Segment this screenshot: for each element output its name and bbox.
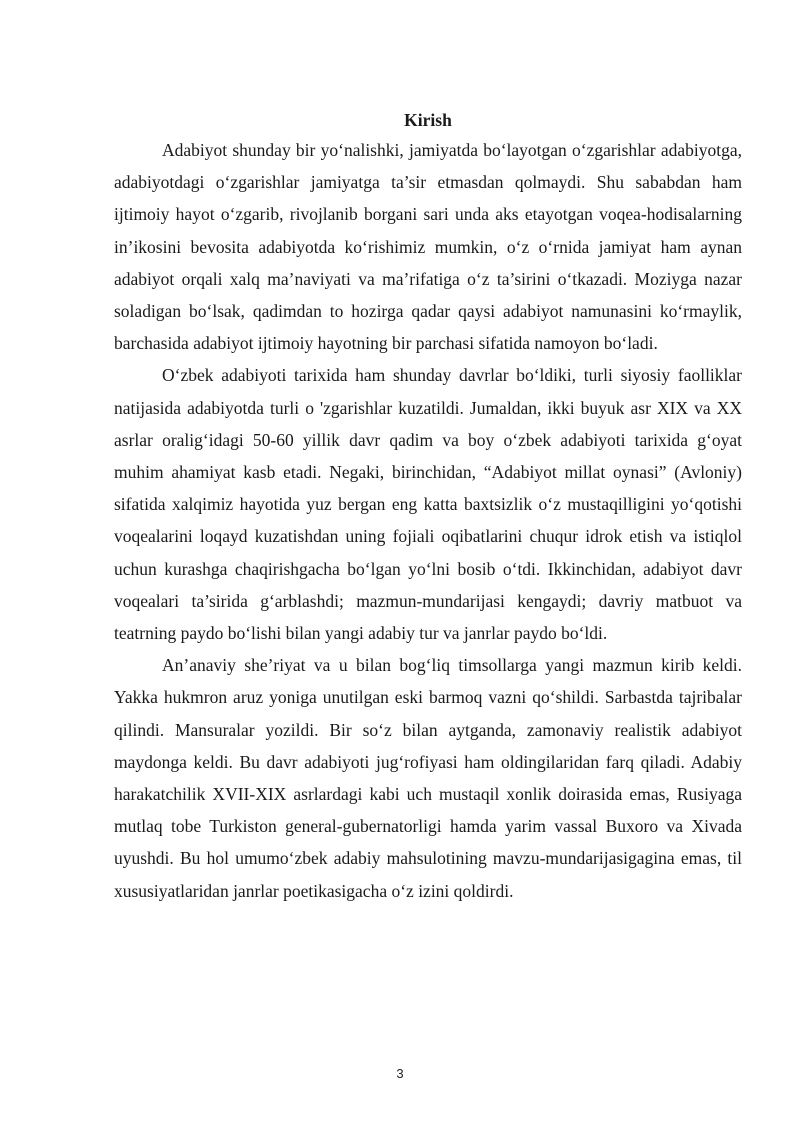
paragraph-3: An’anaviy she’riyat va u bilan bogʻliq timsollarga yangi mazmun kirib keldi. Yakka hukmron aruz yoniga unutilgan eski barmoq vazni qoʻshildi. Sarbastda tajribalar qilindi. Mansuralar yozildi. Bir soʻz bilan aytganda, zamonaviy realistik adabiyot maydonga keldi. Bu davr adabiyoti jugʻrofiyasi ham oldingilaridan farq qiladi. Adabiy harakatchilik XVII-XIX asrlardagi kabi uch mustaqil xonlik doirasida emas, Rusiyaga mutlaq tobe Turkiston general-gubernatorligi hamda yarim vassal Buxoro va Xivada uyushdi. Bu hol umumoʻzbek adabiy mahsulotining mavzu-mundarijasigagina emas, til xususiyatlaridan janrlar poetikasigacha oʻz izini qoldirdi. — [114, 655, 742, 901]
paragraph-1: Adabiyot shunday bir yoʻnalishki, jamiyatda boʻlayotgan oʻzgarishlar adabiyotga, adabiyotdagi oʻzgarishlar jamiyatga ta’sir etmasdan qolmaydi. Shu sababdan ham ijtimoiy hayot oʻzgarib, rivojlanib borgani sari unda aks etayotgan voqea-hodisalarning in’ikosini bevosita adabiyotda koʻrishimiz mumkin, oʻz oʻrnida jamiyat ham aynan adabiyot orqali xalq ma’naviyati va ma’rifatiga oʻz ta’sirini oʻtkazadi. Moziyga nazar soladigan boʻlsak, qadimdan to hozirga qadar qaysi adabiyot namunasini koʻrmaylik, barchasida adabiyot ijtimoiy hayotning bir parchasi sifatida namoyon boʻladi. — [114, 140, 742, 354]
page-number: 3 — [396, 1066, 404, 1081]
document-page — [114, 106, 742, 907]
paragraph-2: Oʻzbek adabiyoti tarixida ham shunday davrlar boʻldiki, turli siyosiy faolliklar natijasida adabiyotda turli o 'zgarishlar kuzatildi. Jumaldan, ikki buyuk asr XIX va XX asrlar oraligʻidagi 50-60 yillik davr qadim va boy oʻzbek adabiyoti tarixida gʻoyat muhim ahamiyat kasb etadi. Negaki, birinchidan, “Adabiyot millat oynasi” (Avloniy) sifatida xalqimiz hayotida yuz bergan eng katta baxtsizlik oʻz mustaqilligini yoʻqotishi voqealarini loqayd kuzatishdan uning fojiali oqibatlarini chuqur idrok etish va istiqlol uchun kurashga chaqirishgacha boʻlgan yoʻlni bosib oʻtdi. Ikkinchidan, adabiyot davr voqealari ta’sirida gʻarblashdi; mazmun-mundarijasi kengaydi; davriy matbuot va teatrning paydo boʻlishi bilan yangi adabiy tur va janrlar paydo boʻldi. — [114, 365, 742, 644]
section-title: Kirish — [404, 110, 452, 130]
